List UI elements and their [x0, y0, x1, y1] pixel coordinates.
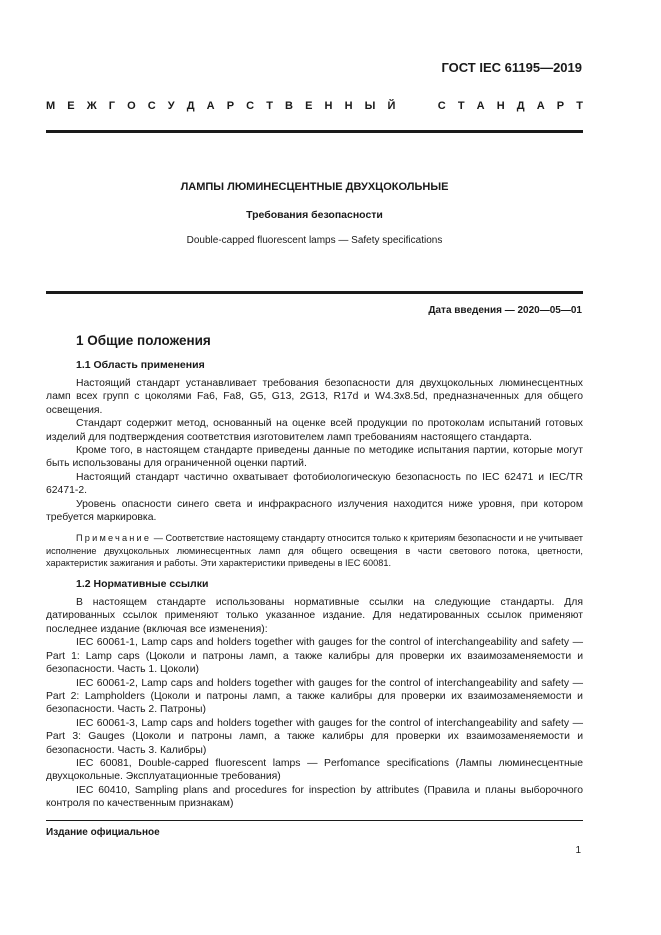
main-content [46, 332, 583, 811]
footer-rule [46, 820, 583, 821]
document-title-english: Double-capped fluorescent lamps — Safety specifications [186, 235, 443, 246]
title-rule [46, 291, 583, 294]
interstate-letter [407, 100, 410, 112]
interstate-letter: Н [344, 100, 353, 112]
interstate-letter: С [246, 100, 255, 112]
note [46, 532, 583, 569]
interstate-letter: Д [516, 100, 525, 112]
paragraph: Уровень опасности синего света и инфракрасного излучения находится ниже уровня, при котором требуется маркировка. [46, 498, 583, 524]
interstate-letter: А [536, 100, 545, 112]
document-subtitle: Требования безопасности [246, 209, 383, 221]
interstate-letter: Н [496, 100, 505, 112]
document-number: ГОСТ IEC 61195—2019 [441, 60, 582, 75]
reference-item: IEC 60081, Double-capped fluorescent lamps — Perfomance specifications (Лампы люминесцентные двухцокольные. Эксплуатационные требования) [46, 757, 583, 783]
interstate-letter: Г [108, 100, 115, 112]
reference-item: IEC 60061-1, Lamp caps and holders together with gauges for the control of interchangeability and safety — Part 1: Lamp caps (Цоколи и патроны ламп, а также калибры для проверки их взаимозаменяемости и безопасности. Часть 1. Цоколи) [46, 637, 583, 676]
interstate-letter [423, 100, 426, 112]
interstate-standard-label [46, 100, 583, 112]
paragraph: Кроме того, в настоящем стандарте приведены данные по методике испытания партии, которые могут быть использованы для ограниченной оценки партий. [46, 445, 583, 470]
introduction-date: Дата введения — 2020—05—01 [428, 305, 582, 316]
interstate-letter: Н [324, 100, 333, 112]
paragraph: Настоящий стандарт частично охватывает фотобиологическую безопасность по IEC 62471 и IEC/TR 62471-2. [46, 471, 583, 497]
interstate-letter: Е [305, 100, 313, 112]
interstate-letter: В [285, 100, 293, 112]
interstate-letter: Д [186, 100, 195, 112]
interstate-letter: Й [387, 100, 396, 112]
interstate-letter: А [206, 100, 215, 112]
interstate-letter: Е [67, 100, 75, 112]
interstate-letter: С [147, 100, 156, 112]
interstate-letter: О [127, 100, 136, 112]
interstate-letter: Т [266, 100, 273, 112]
reference-item: IEC 60410, Sampling plans and procedures for inspection by attributes (Правила и планы выборочного контроля по качественным признакам) [46, 784, 583, 810]
edition-label: Издание официальное [46, 827, 160, 838]
interstate-letter: А [476, 100, 485, 112]
interstate-letter: Т [457, 100, 465, 112]
interstate-letter: С [437, 100, 446, 112]
reference-item: IEC 60061-2, Lamp caps and holders together with gauges for the control of interchangeability and safety — Part 2: Lampholders (Цоколи и патроны ламп, а также калибры для проверки их взаимозаменяемости и безопасности. Часть 2. Патроны) [46, 677, 583, 716]
interstate-letter: М [46, 100, 56, 112]
interstate-letter: Т [576, 100, 583, 112]
document-title: ЛАМПЫ ЛЮМИНЕСЦЕНТНЫЕ ДВУХЦОКОЛЬНЫЕ [180, 181, 449, 193]
paragraph: Настоящий стандарт устанавливает требования безопасности для двухцокольных люминесцентных ламп всех групп с цоколями Fa6, Fa8, G5, G13, 2G13, R17d и W4.3x8.5d, предназначенных для общего освещения. [46, 378, 583, 416]
interstate-letter: Р [226, 100, 235, 112]
paragraph: В настоящем стандарте использованы нормативные ссылки на следующие стандарты. Для датированных ссылок применяют только указанное издание. Для недатированных ссылок применяют последнее издание (включая все изменения): [46, 597, 583, 635]
header-rule [46, 130, 583, 133]
section-heading: 1 Общие положения [76, 333, 211, 348]
note-label: Примечание [76, 533, 152, 544]
interstate-letter: Р [556, 100, 565, 112]
note-text: — Соответствие настоящему стандарту относится только к критериям безопасности и не учитывает исполнение двухцокольных люминесцентных ламп для общего освещения в части светового потока, цветности, характеристик зажигания и работы. Эти характеристики приведены в IEC 60081. [46, 533, 583, 568]
interstate-letter: Ы [364, 100, 376, 112]
subsection-heading-scope: 1.1 Область применения [76, 359, 205, 371]
subsection-heading-references: 1.2 Нормативные ссылки [76, 578, 209, 591]
page-number: 1 [575, 845, 581, 856]
reference-item: IEC 60061-3, Lamp caps and holders together with gauges for the control of interchangeability and safety — Part 3: Gauges (Цоколи и патроны ламп, а также калибры для проверки их взаимозаменяемости и безопасности. Часть 3. Калибры) [46, 717, 583, 756]
interstate-letter: Ж [86, 100, 97, 112]
paragraph: Стандарт содержит метод, основанный на оценке всей продукции по протоколам испытаний готовых изделий для подтверждения соответствия изготовителем ламп требованиям настоящего стандарта. [46, 418, 583, 443]
interstate-letter: У [167, 100, 175, 112]
